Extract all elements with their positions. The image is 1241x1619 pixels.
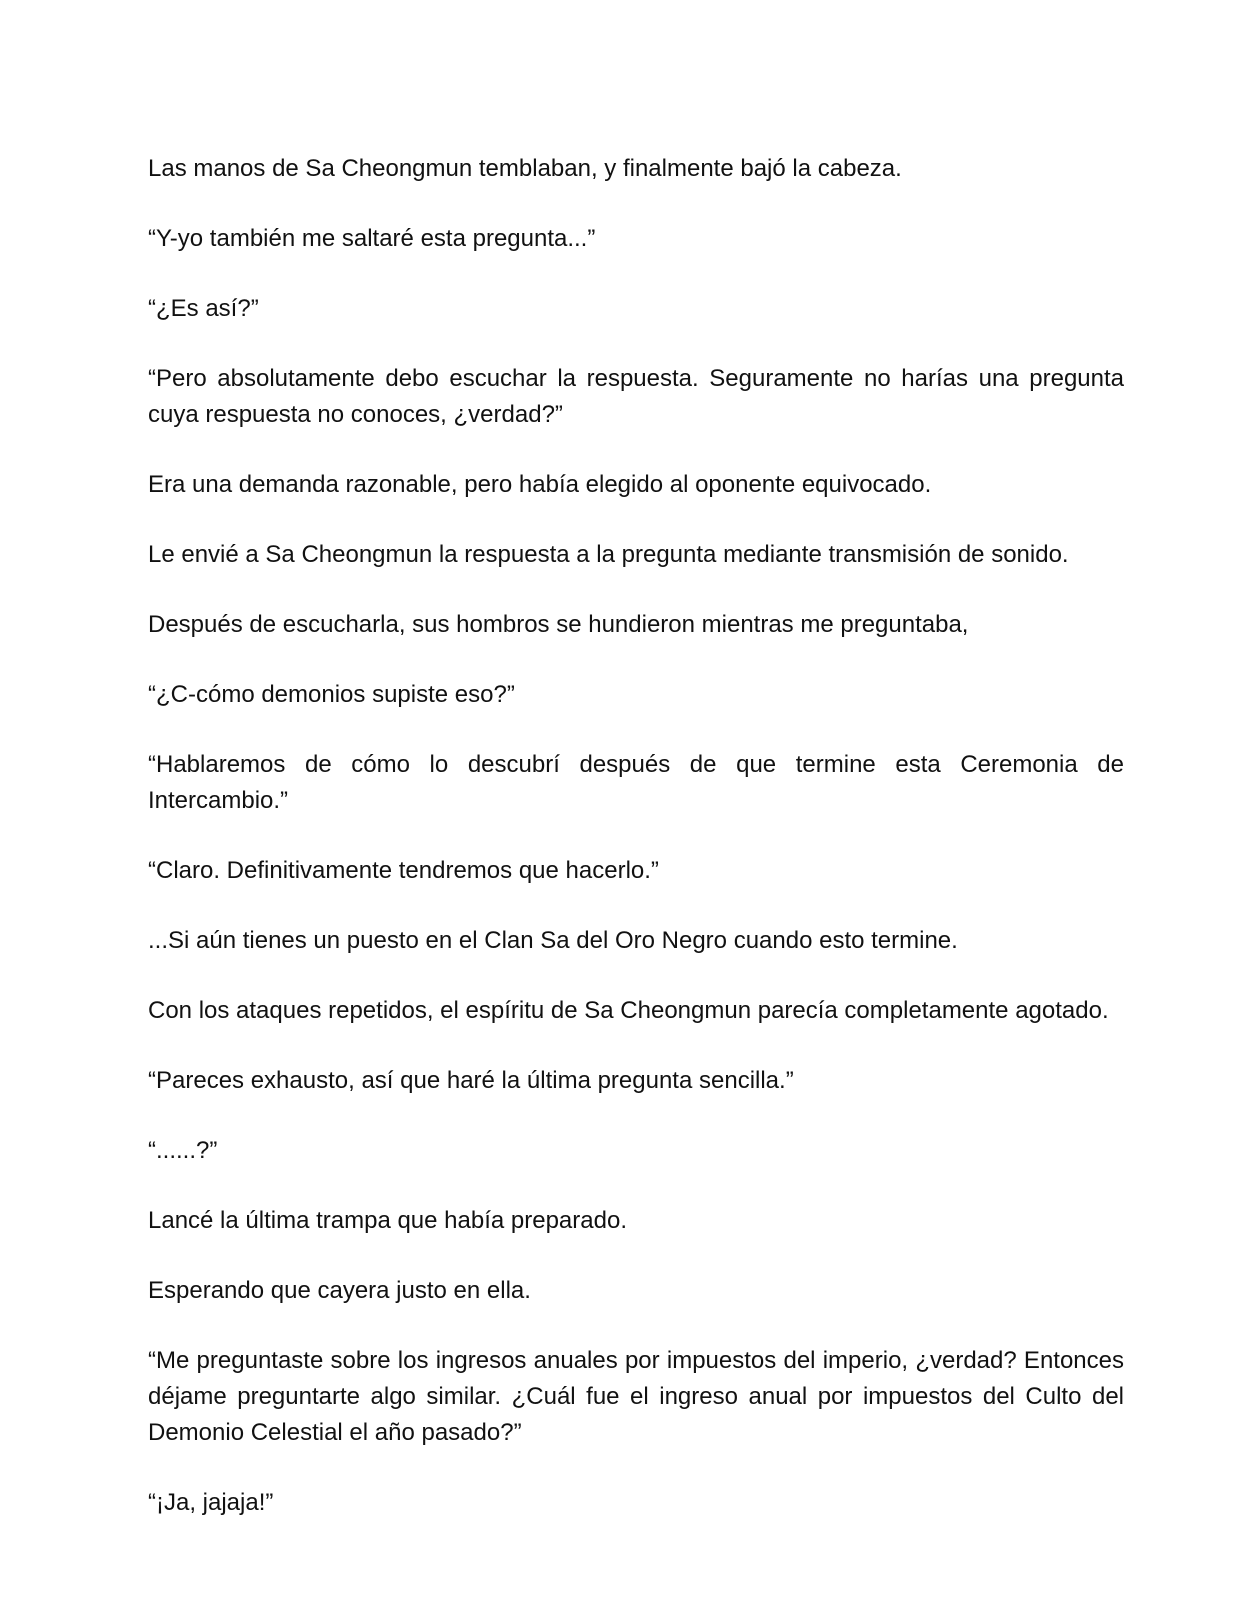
paragraph: “Me preguntaste sobre los ingresos anuales por impuestos del imperio, ¿verdad? Entonces déjame preguntarte algo similar. ¿Cuál fue el ingreso anual por impuestos del Culto del Demonio Celestial el año pasado?” bbox=[148, 1347, 1124, 1446]
paragraph: Era una demanda razonable, pero había elegido al oponente equivocado. bbox=[148, 471, 932, 498]
paragraph: ...Si aún tienes un puesto en el Clan Sa del Oro Negro cuando esto termine. bbox=[148, 927, 958, 954]
document-body bbox=[148, 151, 1124, 1555]
paragraph: Lancé la última trampa que había preparado. bbox=[148, 1207, 627, 1234]
paragraph: “Hablaremos de cómo lo descubrí después de que termine esta Ceremonia de Intercambio.” bbox=[148, 751, 1124, 814]
paragraph: “¡Ja, jajaja!” bbox=[148, 1489, 274, 1516]
paragraph: Después de escucharla, sus hombros se hundieron mientras me preguntaba, bbox=[148, 611, 969, 638]
paragraph: “Claro. Definitivamente tendremos que hacerlo.” bbox=[148, 857, 659, 884]
paragraph: Las manos de Sa Cheongmun temblaban, y finalmente bajó la cabeza. bbox=[148, 155, 902, 182]
paragraph: “Pareces exhausto, así que haré la última pregunta sencilla.” bbox=[148, 1067, 794, 1094]
paragraph: Esperando que cayera justo en ella. bbox=[148, 1277, 531, 1304]
paragraph: “Y-yo también me saltaré esta pregunta...” bbox=[148, 225, 596, 252]
paragraph: “¿Es así?” bbox=[148, 295, 259, 322]
paragraph: Le envié a Sa Cheongmun la respuesta a la pregunta mediante transmisión de sonido. bbox=[148, 541, 1069, 568]
paragraph: “Pero absolutamente debo escuchar la respuesta. Seguramente no harías una pregunta cuya respuesta no conoces, ¿verdad?” bbox=[148, 365, 1124, 428]
paragraph: “......?” bbox=[148, 1137, 218, 1164]
paragraph: Con los ataques repetidos, el espíritu de Sa Cheongmun parecía completamente agotado. bbox=[148, 997, 1109, 1024]
paragraph: “¿C-cómo demonios supiste eso?” bbox=[148, 681, 515, 708]
